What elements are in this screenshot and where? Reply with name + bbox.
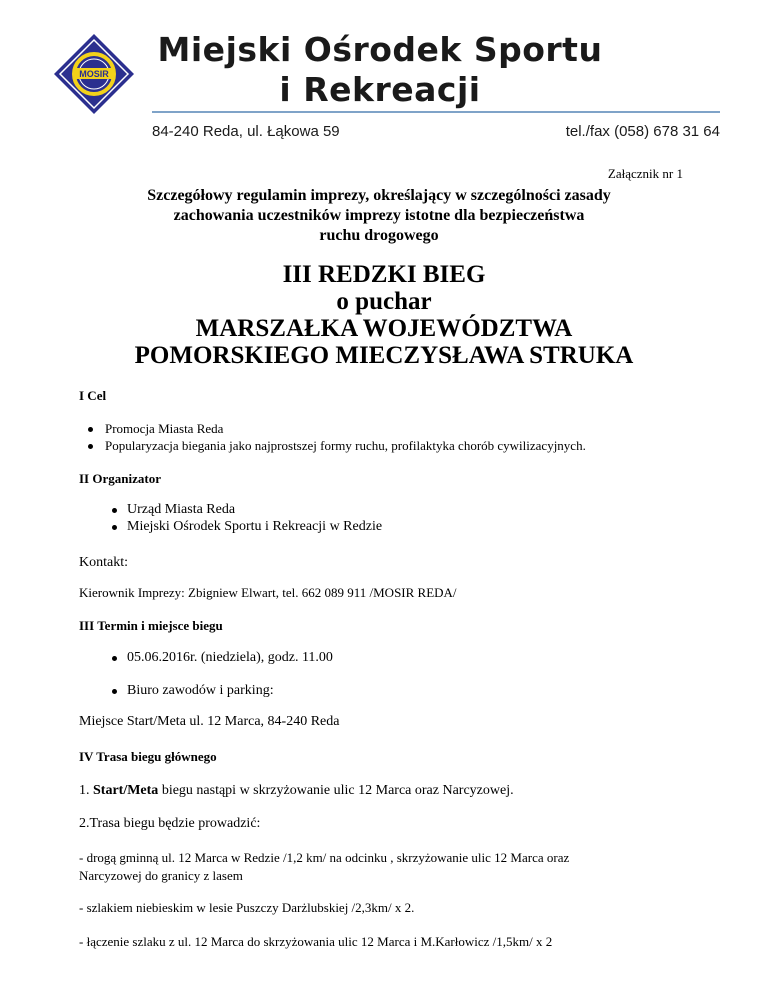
reg-title-line3: ruchu drogowego bbox=[319, 227, 439, 244]
section-heading-goal: I Cel bbox=[79, 388, 107, 403]
event-title-line2: o puchar bbox=[336, 288, 432, 315]
org-name-line2: i Rekreacji bbox=[279, 70, 481, 109]
route-paragraph-3 bbox=[79, 849, 699, 885]
list-item: Promocja Miasta Reda bbox=[79, 420, 586, 437]
attachment-label: Załącznik nr 1 bbox=[607, 166, 683, 181]
list-item: Urząd Miasta Reda bbox=[79, 501, 382, 518]
list-item: Popularyzacja biegania jako najprostszej formy ruchu, profilaktyka chorób cywilizacyjnych. bbox=[79, 437, 586, 454]
mosir-logo bbox=[52, 32, 136, 116]
event-title-line3: MARSZAŁKA WOJEWÓDZTWA bbox=[195, 315, 573, 342]
org-name-line1: Miejski Ośrodek Sportu bbox=[157, 30, 603, 69]
route-p1-rest: biegu nastąpi w skrzyżowanie ulic 12 Marca oraz Narcyzowej. bbox=[158, 783, 514, 798]
event-title-line4: POMORSKIEGO MIECZYSŁAWA STRUKA bbox=[134, 342, 634, 369]
organizer-list bbox=[79, 501, 382, 535]
date-place-list bbox=[79, 649, 333, 699]
section-heading-organizer: II Organizator bbox=[79, 471, 161, 486]
route-p3-line2: Narcyzowej do granicy z lasem bbox=[79, 868, 243, 883]
route-paragraph-1 bbox=[79, 783, 514, 799]
route-paragraph-4: - szlakiem niebieskim w lesie Puszczy Darżlubskiej /2,3km/ x 2. bbox=[79, 900, 415, 915]
list-item: 05.06.2016r. (niedziela), godz. 11.00 bbox=[79, 649, 333, 666]
route-p1-bold: Start/Meta bbox=[93, 783, 159, 798]
section-heading-date-place: III Termin i miejsce biegu bbox=[79, 618, 223, 633]
event-title bbox=[60, 261, 708, 369]
logo-text: MOSIR bbox=[79, 69, 109, 79]
route-p1-prefix: 1. bbox=[79, 783, 93, 798]
route-p3-line1: - drogą gminną ul. 12 Marca w Redzie /1,2 km/ na odcinku , skrzyżowanie ulic 12 Marca oraz bbox=[79, 850, 570, 865]
organization-name bbox=[150, 30, 610, 110]
address: 84-240 Reda, ul. Łąkowa 59 bbox=[152, 123, 340, 140]
list-item: Biuro zawodów i parking: bbox=[79, 682, 333, 699]
contact-info: Kierownik Imprezy: Zbigniew Elwart, tel. 662 089 911 /MOSIR REDA/ bbox=[79, 585, 457, 600]
route-paragraph-5: - łączenie szlaku z ul. 12 Marca do skrzyżowania ulic 12 Marca i M.Karłowicz /1,5km/ x 2 bbox=[79, 934, 553, 949]
phone: tel./fax (058) 678 31 64 bbox=[565, 123, 720, 140]
regulation-title bbox=[88, 186, 670, 246]
header-divider bbox=[152, 111, 720, 113]
start-meta-place: Miejsce Start/Meta ul. 12 Marca, 84-240 Reda bbox=[79, 714, 340, 729]
goal-list bbox=[79, 420, 586, 454]
event-title-line1: III REDZKI BIEG bbox=[282, 261, 486, 288]
section-heading-route: IV Trasa biegu głównego bbox=[79, 749, 217, 764]
route-paragraph-2: 2.Trasa biegu będzie prowadzić: bbox=[79, 816, 261, 831]
reg-title-line2: zachowania uczestników imprezy istotne dla bezpieczeństwa bbox=[173, 207, 585, 224]
contact-label: Kontakt: bbox=[79, 555, 128, 570]
reg-title-line1: Szczegółowy regulamin imprezy, określający w szczególności zasady bbox=[147, 187, 611, 204]
list-item: Miejski Ośrodek Sportu i Rekreacji w Redzie bbox=[79, 518, 382, 535]
